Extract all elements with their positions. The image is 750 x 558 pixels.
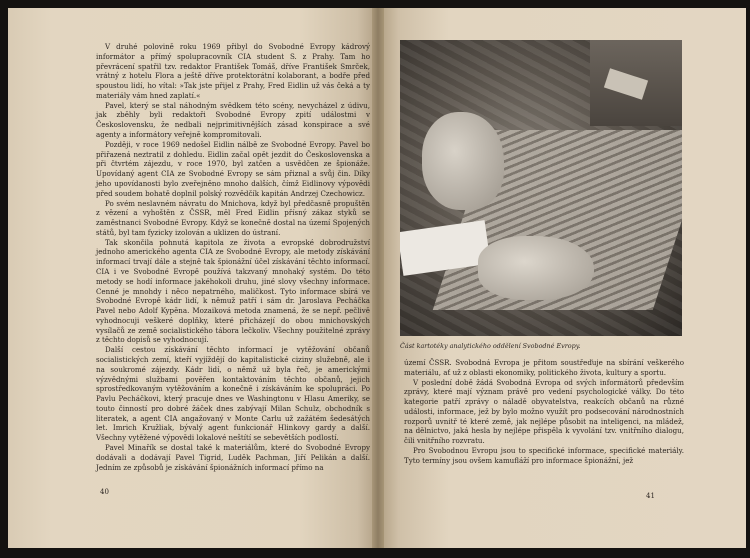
left-paragraph-6: Další cestou získávání těchto informací je vytěžování občanů socialistických zemí, kteří vyjíždějí do kapitalistické ciziny služebně, ale i na soukromé zájezdy. Kádr lidí, o němž už byla řeč, je americkými výzvědnými službami pověřen kontaktováním těchto občanů, jejich sprostředkovaným vytěžováním a konečně i získáváním ke spolupráci. Po Pavlu Pecháčkovi, který pracuje dnes ve Washingtonu v Hlasu Ameriky, se touto činností pro dobré žáček dnes zabývají Milan Schulz, obchodník s literatek, a agent CIA angažovaný v Monte Carlu už zažátém šedesátých let. Imrich Kružliak, bývalý agent funkcionář Hlinkovy gardy a další. Všechny vytěžené výpovědi lokalové neštítí se sebevětších podlostí.	[96, 345, 370, 443]
card-catalogue-photo	[400, 40, 682, 336]
photo-hand-shape	[478, 236, 594, 300]
book-spread	[8, 8, 746, 548]
right-paragraph-3: Pro Svobodnou Evropu jsou to specifické informace, specifické materiály. Tyto termíny jsou ovšem kamufláží pro informace špionážní, jež	[404, 446, 684, 465]
left-page-text	[96, 42, 370, 472]
right-paragraph-1: území ČSSR. Svobodná Evropa je přitom soustřeďuje na sbírání veškerého materiálu, ať už z oblasti ekonomiky, politického života, kultury a sportu.	[404, 358, 684, 377]
right-page	[384, 8, 746, 548]
left-page	[8, 8, 372, 548]
left-paragraph-7: Pavel Minařík se dostal také k materiálům, které do Svobodné Evropy dodávali a dodávají Pavel Tigrid, Luděk Pachman, Jiří Pelikán a další. Jedním ze způsobů je získávání špionážních informací přímo na	[96, 443, 370, 472]
left-paragraph-5: Tak skončila pohnutá kapitola ze života a evropské dobrodružství jednoho amerického agenta CIA ze Svobodné Evropy, ale metody získávání informací trvají dále a stejně tak špionážní účel získávání těchto informací. CIA i ve Svobodné Evropě používá takzvaný mnohaký systém. Do této metody se hodí informace jakéhokoli druhu, jiné slovy všechny informace. Cenné je mnohdy i něco nepatrného, maličkost. Tyto informace sbírá ve Svobodné Evropě kádr lidí, k němuž patří i sám dr. Jaroslava Pecháčka Pavel nebo Adolf Kypěna. Mozaiková metoda znamená, že se nepř. pečlivě vyhodnocuji veškeré doplňky, které přicházejí do obou mnichovských vysílačů ze země socialistického tábora lečkoliv. Všechny použitelné zprávy z těchto dopisů se vyhodnocují.	[96, 237, 370, 345]
left-page-number: 40	[100, 488, 109, 496]
left-paragraph-2: Pavel, který se stal náhodným svědkem této scény, nevycházel z údivu, jak zběhly byli redaktoři Svobodné Evropy zpití událostmi v Československu, že nedbali nejprimitivnějších zásad konspirace a své agenty a informátory veřejně kompromitovali.	[96, 100, 370, 140]
left-paragraph-4: Po svém neslavném návratu do Mnichova, když byl předčasně propuštěn z vězení a vyhoštěn z ČSSR, měl Fred Eidlin přísný zákaz styků se zaměstnanci Svobodné Evropy. Když se konečně dostal na území Spojených států, byl tam fyzicky izolován a uklizen do ústraní.	[96, 198, 370, 237]
left-paragraph-3: Později, v roce 1969 nedošel Eidlin nálbě ze Svobodné Evropy. Pavel bo přiřazená neztratil z dohledu. Eidlin začal opět jezdit do Československa a při čtvrtém zájezdu, v roce 1970, byl zatčen a usvědčen ze špionáže. Upovídaný agent CIA ze Svobodné Evropy se sám přiznal a svůj čin. Díky jeho upovídanosti bylo zveřejněno mnoho dalších, čímž Eidlinovy výpovědi před soudem bohatě doplnil polský rozvědčík kapitán Andrzej Czechowicz.	[96, 139, 370, 198]
right-page-text	[404, 358, 684, 466]
right-paragraph-2: V poslední době žádá Svobodná Evropa od svých informátorů především zprávy, které mají význam právě pro vedení psychologické války. Do této kategorie patří zprávy o náladě obyvatelstva, reakcích občanů na různé události, informace, jež by bylo možno využít pro podsecování národnostních rozporů uvnitř té které země, jak nejlépe působit na inteligenci, na mládež, na dělnictvo, jaká hesla by nejlépe přispěla k vyvolání tzv. vnitřního dialogu, čili vnitřního rozvratu.	[404, 377, 684, 446]
photo-caption: Část kartotéky analytického oddělení Svobodné Evropy.	[400, 342, 581, 350]
right-page-number: 41	[646, 492, 655, 500]
book-gutter	[372, 8, 384, 548]
photo-hand-shape	[422, 112, 504, 210]
left-paragraph-1: V druhé polovině roku 1969 přibyl do Svobodné Evropy kádrový informátor a přímý spolupracovník CIA student S. z Prahy. Tam ho převrácení spatřil tzv. redaktor František Tomáš, dříve František Smrček, vrátný z hotelu Flora a ještě dříve protektorátní kolaborant, a bodře před spoustou lidí, ho vítal: »Tak jste přijel z Prahy, Fred Eidlin už vás čeká a ty materiály vám hned zaplatí.«	[96, 42, 370, 100]
